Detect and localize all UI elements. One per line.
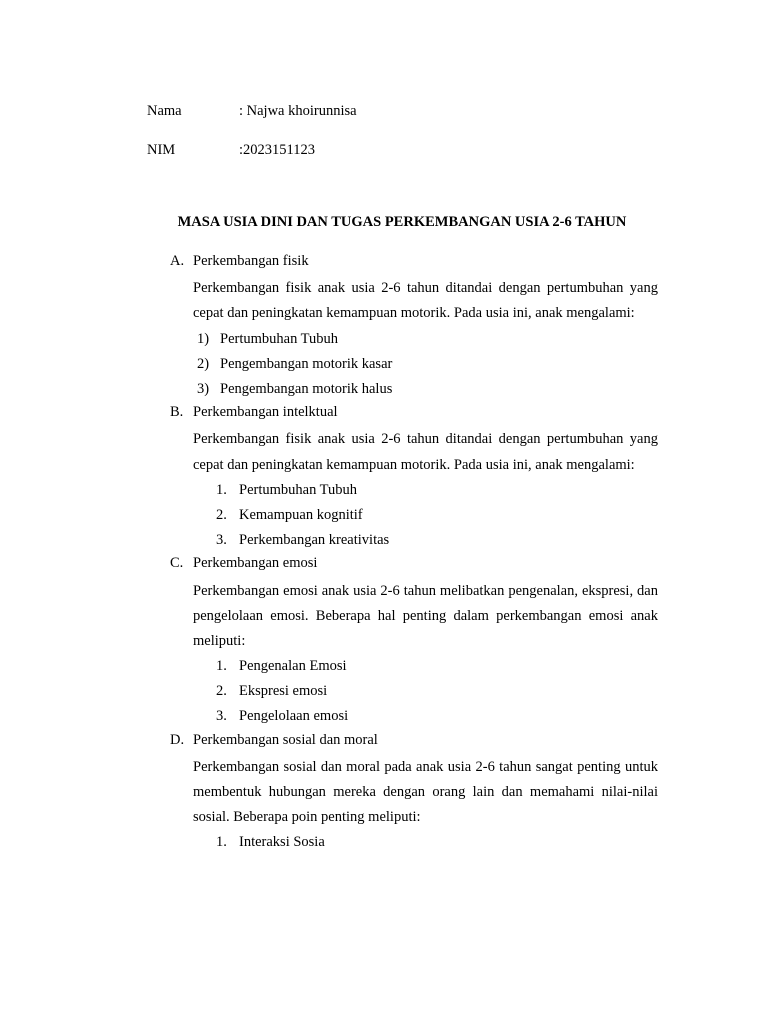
nim-value: :2023151123 <box>239 142 315 158</box>
section-title: Perkembangan sosial dan moral <box>193 731 378 748</box>
list-item <box>170 528 658 553</box>
section-b <box>170 402 658 553</box>
section-a <box>170 251 658 402</box>
section-d <box>170 730 658 856</box>
list-item <box>170 352 658 377</box>
list-text: Pengembangan motorik halus <box>220 380 393 397</box>
section-title: Perkembangan emosi <box>193 555 318 572</box>
list-item <box>170 704 658 729</box>
nim-label: NIM <box>147 142 176 158</box>
list-marker: 3) <box>197 380 210 397</box>
list-text: Pertumbuhan Tubuh <box>220 330 339 347</box>
section-list <box>170 327 658 403</box>
list-item <box>170 503 658 528</box>
section-c <box>170 553 658 729</box>
list-marker: 2. <box>216 506 227 523</box>
section-list <box>170 830 658 855</box>
section-title: Perkembangan intelktual <box>193 404 338 421</box>
section-list <box>170 478 658 554</box>
section-title: Perkembangan fisik <box>193 253 309 269</box>
section-heading <box>170 402 658 427</box>
section-paragraph: Perkembangan fisik anak usia 2-6 tahun ditandai dengan pertumbuhan yang cepat dan peningkatan kemampuan motorik. Pada usia ini, anak mengalami: <box>193 280 658 322</box>
list-item <box>170 327 658 352</box>
list-marker: 1. <box>216 658 227 675</box>
list-item <box>170 377 658 402</box>
list-text: Pengembangan motorik kasar <box>220 355 393 372</box>
section-letter: D. <box>170 731 185 748</box>
name-label: Nama <box>147 103 182 119</box>
list-marker: 2) <box>197 355 210 372</box>
list-text: Kemampuan kognitif <box>239 506 363 523</box>
list-marker: 1) <box>197 330 210 347</box>
document-body <box>170 251 658 856</box>
section-letter: A. <box>170 253 185 269</box>
list-marker: 3. <box>216 532 227 549</box>
list-marker: 1. <box>216 834 227 851</box>
list-text: Pertumbuhan Tubuh <box>239 481 358 498</box>
section-heading <box>170 251 658 276</box>
list-marker: 3. <box>216 708 227 725</box>
section-list <box>170 654 658 730</box>
list-marker: 2. <box>216 683 227 700</box>
list-item <box>170 830 658 855</box>
section-heading <box>170 730 658 755</box>
list-text: Ekspresi emosi <box>239 683 328 700</box>
list-item <box>170 654 658 679</box>
list-item <box>170 478 658 503</box>
section-letter: C. <box>170 555 184 572</box>
section-letter: B. <box>170 404 184 421</box>
section-paragraph: Perkembangan fisik anak usia 2-6 tahun ditandai dengan pertumbuhan yang cepat dan peningkatan kemampuan motorik. Pada usia ini, anak mengalami: <box>193 431 658 473</box>
list-item <box>170 679 658 704</box>
list-marker: 1. <box>216 481 227 498</box>
section-paragraph: Perkembangan emosi anak usia 2-6 tahun melibatkan pengenalan, ekspresi, dan pengelolaan emosi. Beberapa hal penting dalam perkembangan emosi anak meliputi: <box>193 582 658 649</box>
list-text: Pengenalan Emosi <box>239 658 347 675</box>
section-heading <box>170 553 658 578</box>
section-paragraph: Perkembangan sosial dan moral pada anak usia 2-6 tahun sangat penting untuk membentuk hubungan mereka dengan orang lain dan memahami nilai-nilai sosial. Beberapa poin penting meliputi: <box>193 758 658 826</box>
document-title: MASA USIA DINI DAN TUGAS PERKEMBANGAN USIA 2-6 TAHUN <box>177 214 627 230</box>
list-text: Pengelolaan emosi <box>239 708 349 725</box>
name-value: : Najwa khoirunnisa <box>239 103 357 119</box>
list-text: Interaksi Sosia <box>239 834 325 851</box>
list-text: Perkembangan kreativitas <box>239 532 390 549</box>
